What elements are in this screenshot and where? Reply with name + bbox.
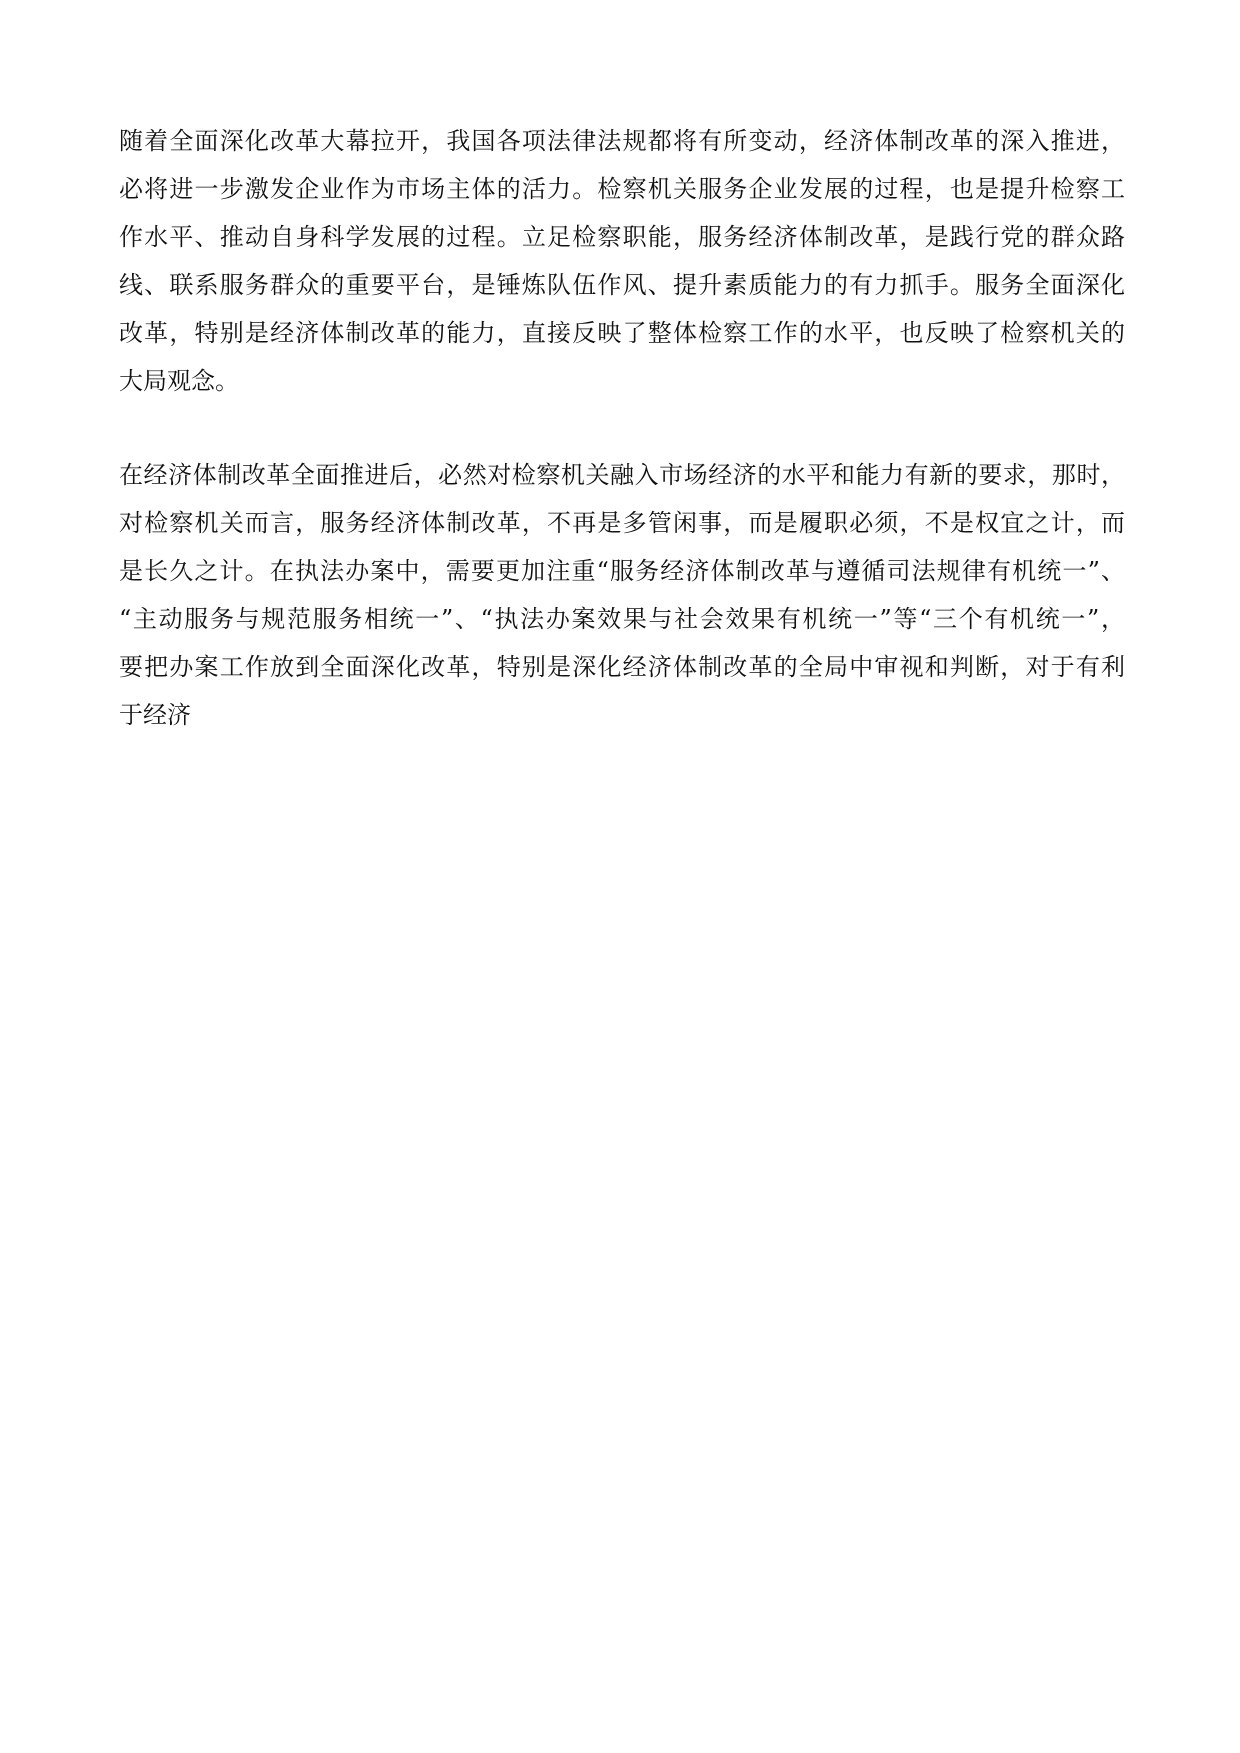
text-line: 于经济 [119,701,191,729]
text-line: 线、联系服务群众的重要平台，是锤炼队伍作风、提升素质能力的有力抓手。服务全面深化 [119,271,1125,299]
text-line: 在经济体制改革全面推进后，必然对检察机关融入市场经济的水平和能力有新的要求，那时， [119,461,1125,489]
text-line: 必将进一步激发企业作为市场主体的活力。检察机关服务企业发展的过程，也是提升检察工 [119,175,1125,203]
text-line: 大局观念。 [119,367,239,395]
text-line: 改革，特别是经济体制改革的能力，直接反映了整体检察工作的水平，也反映了检察机关的 [119,319,1125,347]
paragraph-2 [119,451,1125,739]
text-line: 是长久之计。在执法办案中，需要更加注重“服务经济体制改革与遵循司法规律有机统一”、 [119,557,1125,585]
paragraph-spacer [119,405,1125,451]
text-line: 对检察机关而言，服务经济体制改革，不再是多管闲事，而是履职必须，不是权宜之计，而 [119,509,1125,537]
paragraph-1 [119,117,1125,405]
text-line: 作水平、推动自身科学发展的过程。立足检察职能，服务经济体制改革，是践行党的群众路 [119,223,1125,251]
text-line: 随着全面深化改革大幕拉开，我国各项法律法规都将有所变动，经济体制改革的深入推进， [119,127,1125,155]
body-text [119,117,1125,739]
text-line: 要把办案工作放到全面深化改革，特别是深化经济体制改革的全局中审视和判断，对于有利 [119,653,1125,681]
text-line: “主动服务与规范服务相统一”、“执法办案效果与社会效果有机统一”等“三个有机统一”， [119,605,1125,633]
